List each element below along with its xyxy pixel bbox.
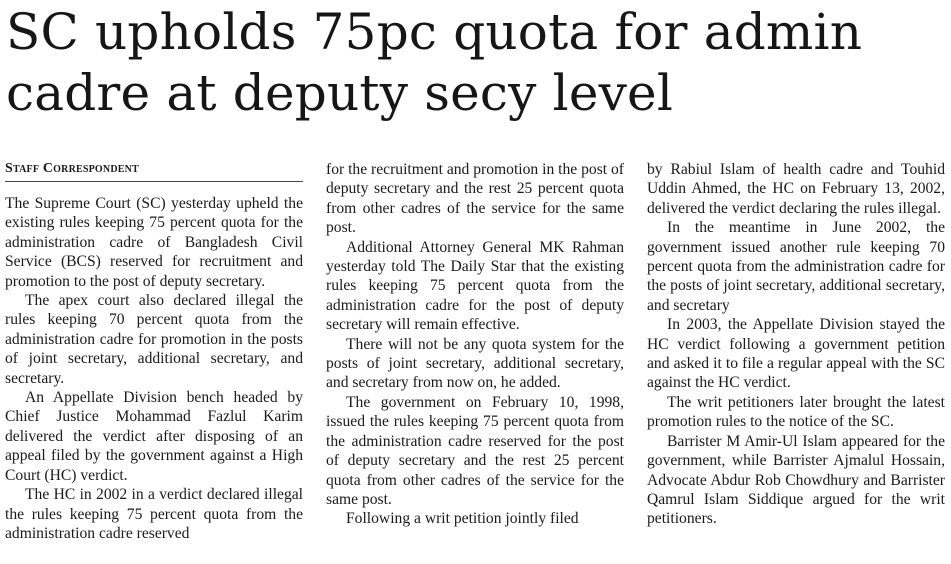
paragraph: The Supreme Court (SC) yesterday upheld the existing rules keeping 75 percent quota for the administration cadre of Bangladesh Civil Service (BCS) reserved for recruitment and promotion to the post of deputy secretary. bbox=[5, 195, 303, 290]
paragraph: by Rabiul Islam of health cadre and Touhid Uddin Ahmed, the HC on February 13, 2002, delivered the verdict declaring the rules illegal. bbox=[647, 161, 945, 217]
paragraph: for the recruitment and promotion in the post of deputy secretary and the rest 25 percent quota from other cadres of the service for the same post. bbox=[326, 161, 624, 237]
paragraph: The writ petitioners later brought the latest promotion rules to the notice of the SC. bbox=[647, 393, 945, 431]
paragraph: The HC in 2002 in a verdict declared illegal the rules keeping 75 percent quota from the administration cadre reserved bbox=[5, 486, 303, 542]
article-column-3 bbox=[647, 160, 945, 529]
paragraph: The apex court also declared illegal the rules keeping 70 percent quota from the administration cadre for promotion in the posts of joint secretary, additional secretary, and secretary. bbox=[5, 292, 303, 387]
paragraph: An Appellate Division bench headed by Chief Justice Mohammad Fazlul Karim delivered the verdict after disposing of an appeal filed by the government against a High Court (HC) verdict. bbox=[5, 389, 303, 484]
paragraph: Following a writ petition jointly filed bbox=[346, 510, 579, 528]
paragraph: The government on February 10, 1998, issued the rules keeping 75 percent quota from the administration cadre reserved for the post of deputy secretary and the rest 25 percent quota from other cadres of the service for the same post. bbox=[326, 393, 624, 508]
paragraph: Additional Attorney General MK Rahman yesterday told The Daily Star that the existing rules keeping 75 percent quota from the administration cadre for the post of deputy secretary will remain effective. bbox=[326, 238, 624, 334]
paragraph: In the meantime in June 2002, the government issued another rule keeping 70 percent quota from the administration cadre for the posts of joint secretary, additional secretary, and secretary bbox=[647, 219, 945, 314]
byline: Staff Correspondent bbox=[5, 161, 303, 182]
article-column-1 bbox=[5, 194, 303, 543]
paragraph: In 2003, the Appellate Division stayed the HC verdict following a government petition and asked it to file a regular appeal with the SC against the HC verdict. bbox=[647, 316, 945, 392]
headline-line-2: cadre at deputy secy level bbox=[6, 64, 674, 122]
headline-line-1: SC upholds 75pc quota for admin bbox=[6, 3, 863, 61]
article-column-2 bbox=[326, 160, 624, 529]
paragraph: Barrister M Amir-Ul Islam appeared for the government, while Barrister Ajmalul Hossain, Advocate Abdur Rob Chowdhury and Barrister Qamrul Islam Siddique argued for the writ petitioners. bbox=[647, 432, 945, 528]
paragraph: There will not be any quota system for the posts of joint secretary, additional secretary, and secretary from now on, he added. bbox=[326, 335, 624, 392]
headline bbox=[6, 2, 946, 124]
